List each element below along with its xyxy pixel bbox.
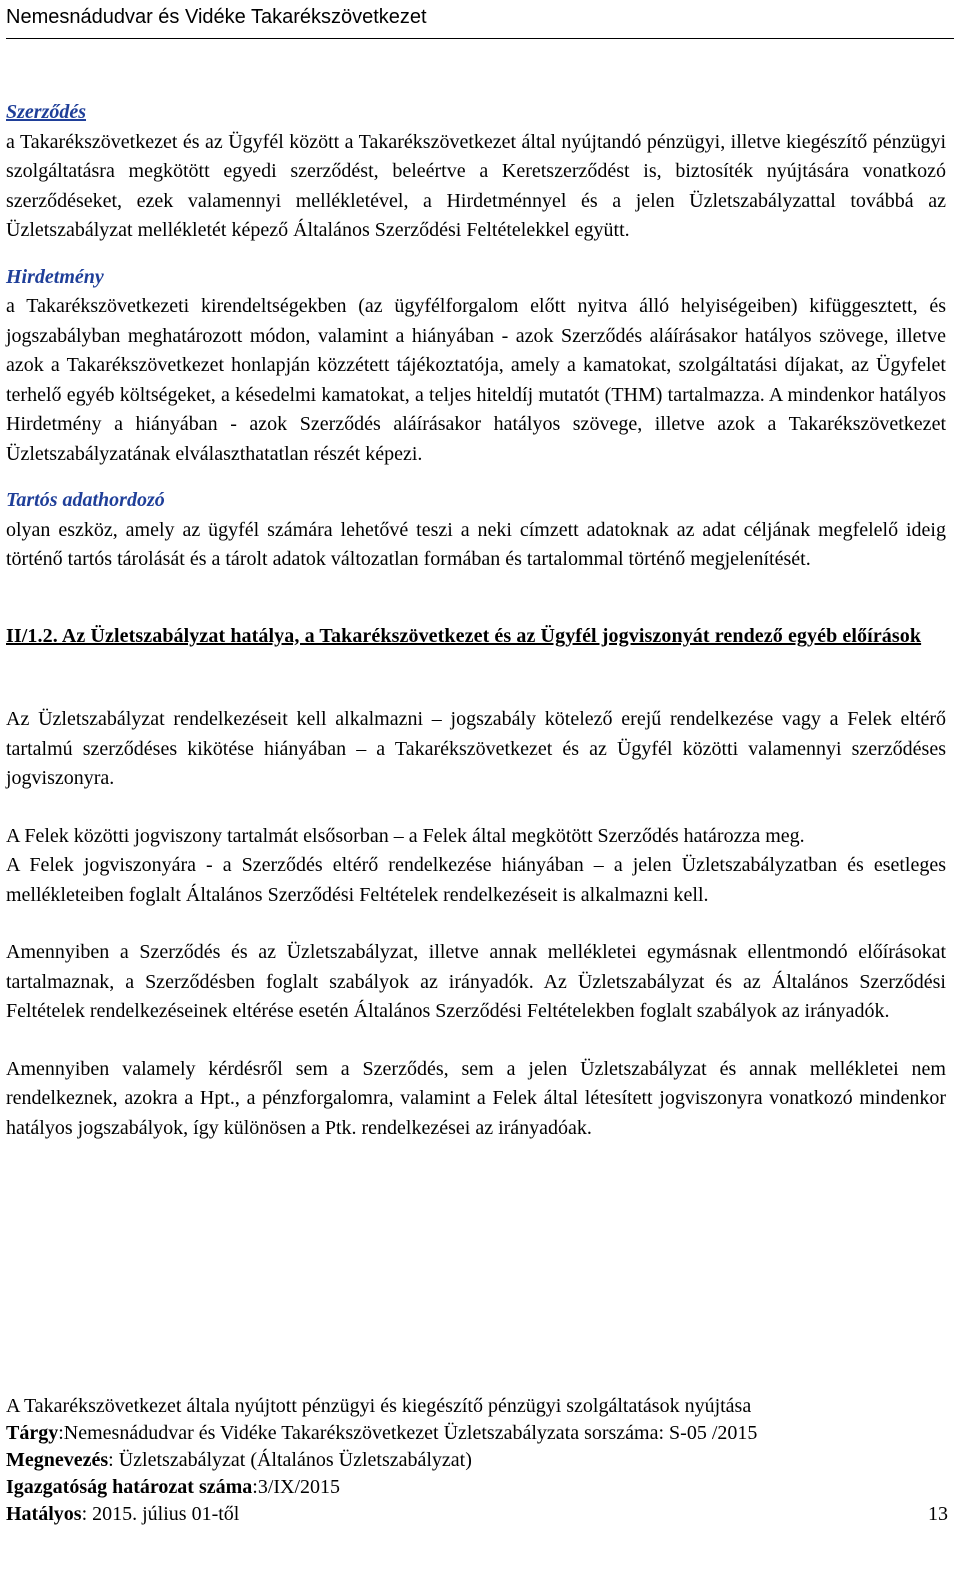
page-body: [6, 98, 946, 1143]
definition-text: olyan eszköz, amely az ügyfél számára lehetővé teszi a neki címzett adatoknak az adat céljának megfelelő ideig történő tartós tárolását és a tárolt adatok változatlan formában és tartalommal történő megjelenítését.: [6, 518, 946, 570]
definition-term: Szerződés: [6, 101, 87, 123]
paragraph: Amennyiben valamely kérdésről sem a Szerződés, sem a jelen Üzletszabályzat és annak mellékletei nem rendelkeznek, azokra a Hpt., a pénzforgalomra, valamint a Felek által létesített jogviszonyra vonatkozó mindenkor hatályos jogszabályok, így különösen a Ptk. rendelkezései az irányadóak.: [6, 1057, 946, 1139]
footer-subject-label: Tárgy: [6, 1422, 59, 1444]
paragraph: Az Üzletszabályzat rendelkezéseit kell alkalmazni – jogszabály kötelező erejű rendelkezése vagy a Felek eltérő tartalmú szerződéses kikötése hiányában – a Takarékszövetkezet és az Ügyfél közötti valamennyi szerződéses jogviszonyra.: [6, 708, 946, 789]
definition-szerzodes: [6, 98, 946, 246]
footer-effective-row: [6, 1501, 948, 1528]
footer-effective-label: Hatályos: [6, 1503, 82, 1525]
paragraph: Amennyiben a Szerződés és az Üzletszabályzat, illetve annak mellékletei egymásnak ellentmondó előírásokat tartalmaznak, a Szerződésben foglalt szabályok az irányadók. Az Üzletszabályzat és az Általános Szerződési Feltételek rendelkezéseinek eltérése esetén Általános Szerződési Feltételekben foglalt szabályok az irányadók.: [6, 941, 946, 1022]
definition-text: a Takarékszövetkezet és az Ügyfél között a Takarékszövetkezet által nyújtandó pénzügyi, illetve kiegészítő pénzügyi szolgáltatásra megkötött egyedi szerződést, beleértve a Keretszerződést is, biztosíték nyújtására vonatkozó szerződéseket, ezek valamennyi mellékletével, a Hirdetménnyel és a jelen Üzletszabályzattal továbbá az Üzletszabályzat mellékletét képező Általános Szerződési Feltételekkel együtt.: [6, 130, 946, 241]
footer-decision-label: Igazgatóság határozat száma: [6, 1476, 253, 1498]
paragraph: A Felek jogviszonyára - a Szerződés eltérő rendelkezése hiányában – a jelen Üzletszabályzatban és esetleges mellékleteiben foglalt Általános Szerződési Feltételek rendelkezéseit is alkalmazni kell.: [6, 854, 946, 906]
footer-name-label: Megnevezés: [6, 1449, 109, 1471]
section-title: II/1.2. Az Üzletszabályzat hatálya, a Takarékszövetkezet és az Ügyfél jogviszonyát rendező egyéb előírások: [6, 624, 922, 647]
footer-effective: [6, 1501, 239, 1528]
footer-decision: [6, 1474, 948, 1501]
document-header: [6, 4, 954, 30]
page-number: 13: [928, 1503, 948, 1525]
definition-text: a Takarékszövetkezeti kirendeltségekben (az ügyfélforgalom előtt nyitva álló helyiségeiben) kifüggesztett, és jogszabályban meghatározott módon, valamint a hiányában - azok Szerződés aláírásakor hatályos szövege, illetve azok a Takarékszövetkezet honlapján közzétett tájékoztatója, amely a kamatokat, szolgáltatási díjakat, az Ügyfelet terhelő egyéb költségeket, a késedelmi kamatokat, a teljes hiteldíj mutatót (THM) tartalmazza. A mindenkor hatályos Hirdetmény a hiányában - azok Szerződés aláírásakor hatályos szövege, illetve azok a Takarékszövetkezet Üzletszabályzatának elválaszthatatlan részét képezi.: [6, 295, 946, 465]
definition-term: Tartós adathordozó: [6, 489, 165, 511]
header-title: Nemesnádudvar és Vidéke Takarékszövetkezet: [6, 6, 427, 28]
footer-subject: [6, 1420, 948, 1447]
footer-name-value: : Üzletszabályzat (Általános Üzletszabályzat): [108, 1449, 472, 1471]
footer-subject-value: :Nemesnádudvar és Vidéke Takarékszövetkezet Üzletszabályzata sorszáma: S-05 /2015: [58, 1422, 758, 1444]
footer-line: A Takarékszövetkezet általa nyújtott pénzügyi és kiegészítő pénzügyi szolgáltatások nyújtása: [6, 1395, 752, 1417]
definition-hirdetmeny: [6, 263, 946, 470]
footer-name: [6, 1447, 948, 1474]
document-footer: [6, 1393, 948, 1528]
definition-term: Hirdetmény: [6, 265, 104, 288]
footer-decision-value: :3/IX/2015: [252, 1476, 341, 1498]
header-divider: [6, 38, 954, 39]
footer-effective-value: : 2015. július 01-től: [81, 1503, 240, 1525]
definition-tartos-adathordozo: [6, 486, 946, 575]
paragraph: A Felek közötti jogviszony tartalmát elsősorban – a Felek által megkötött Szerződés határozza meg.: [6, 824, 805, 847]
